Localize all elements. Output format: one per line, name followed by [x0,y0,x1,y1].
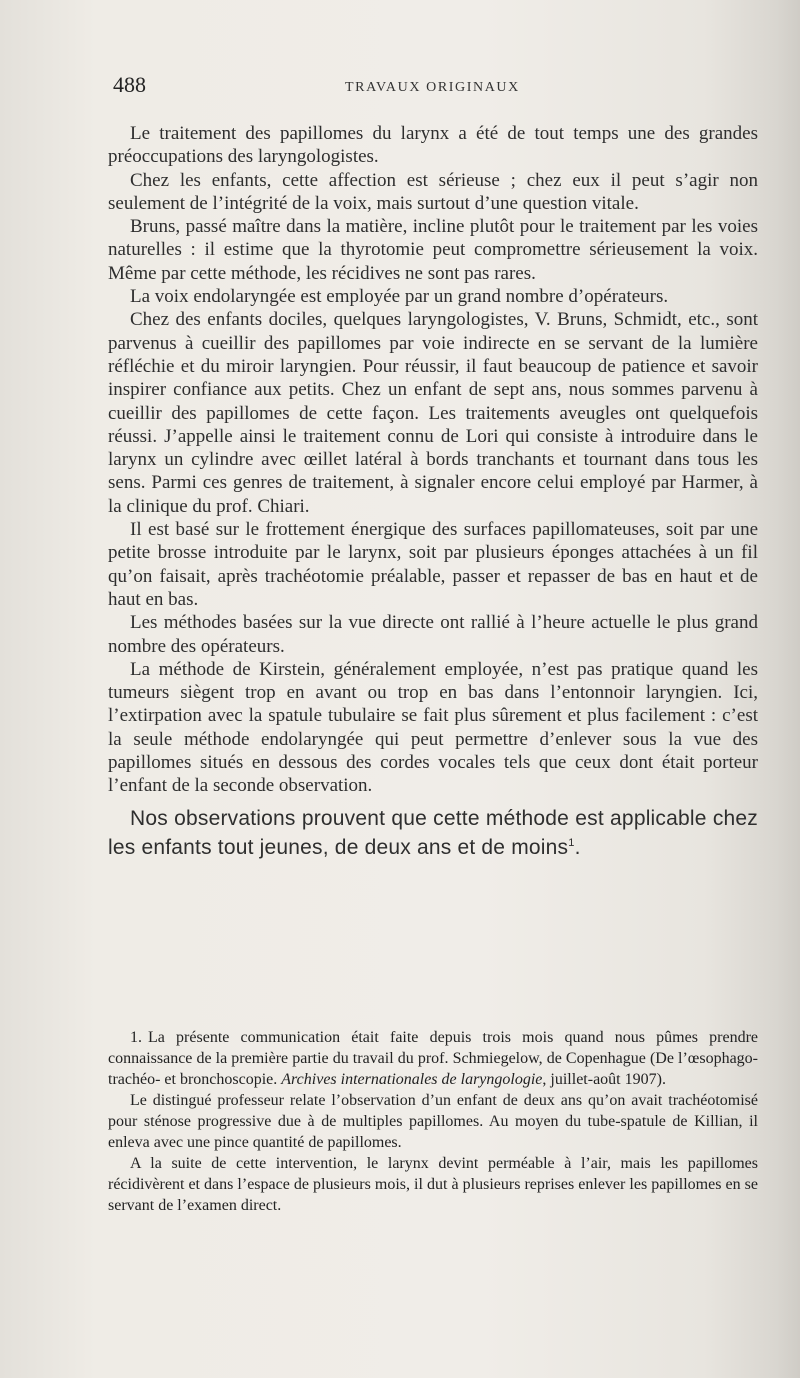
paragraph: Bruns, passé maître dans la matière, incline plutôt pour le traitement par les voies naturelles : il estime que la thyrotomie peut compromettre sérieusement la voix. Même par cette méthode, les récidives ne sont pas rares. [108,216,758,284]
page-header [113,72,763,106]
conclusion-text: Nos observations prouvent que cette méthode est applicable chez les enfants tout jeunes, de deux ans et de moins [108,806,758,859]
paragraph: Il est basé sur le frottement énergique des surfaces papillomateuses, soit par une petite brosse introduite par le larynx, soit par plusieurs éponges attachées à un fil qu’on faisait, après trachéotomie préalable, passer et repasser de bas en haut et de haut en bas. [108,519,758,610]
footnotes [108,1027,758,1216]
journal-title: Archives internationales de laryngologie [281,1071,543,1088]
footnote-1 [108,1027,758,1090]
footnote-date: , juillet-août 1907). [542,1071,666,1088]
conclusion-end: . [574,835,581,859]
footnote-marker: 1 [568,836,575,849]
footnote-paragraph: A la suite de cette intervention, le larynx devint perméable à l’air, mais les papillomes récidivèrent et dans l’espace de plusieurs mois, il dut à plusieurs reprises enlever les papillomes en se servant de l’examen direct. [108,1155,758,1214]
running-title: TRAVAUX ORIGINAUX [345,80,520,95]
paragraph: La méthode de Kirstein, généralement employée, n’est pas pratique quand les tumeurs siègent trop en avant ou trop en bas dans l’entonnoir laryngien. Ici, l’extirpation avec la spatule tubulaire se fait plus sûrement et plus facilement : c’est la seule méthode endolaryngée qui peut permettre d’enlever sous la vue des papillomes situés en dessous des cordes vocales tels que ceux dont était porteur l’enfant de la seconde observation. [108,658,758,797]
footnote-paragraph: Le distingué professeur relate l’observation d’un enfant de deux ans qu’on avait trachéotomisé pour sténose progressive due à de multiples papillomes. Au moyen du tube-spatule de Killian, il enleva avec une pince quantité de papillomes. [108,1092,758,1151]
paragraph: Chez des enfants dociles, quelques laryngologistes, V. Bruns, Schmidt, etc., sont parvenus à cueillir des papillomes par voie indirecte en se servant de la lumière réfléchie et du miroir laryngien. Pour réussir, il faut beaucoup de patience et savoir inspirer confiance aux petits. Chez un enfant de sept ans, nous sommes parvenu à cueillir des papillomes de cette façon. Les traitements aveugles ont quelquefois réussi. J’appelle ainsi le traitement connu de Lori qui consiste à introduire dans le larynx un cylindre avec œillet latéral à bords tranchants et tournant dans tous les sens. Parmi ces genres de traitement, à signaler encore celui employé par Harmer, à la clinique du prof. Chiari. [108,309,758,517]
paragraph: Chez les enfants, cette affection est sérieuse ; chez eux il peut s’agir non seulement de l’intégrité de la voix, mais surtout d’une question vitale. [108,169,758,214]
footnote-text: La présente communication était faite depuis trois mois quand nous pûmes prendre connaissance de la première partie du travail du prof. Schmiegelow, de Copenhague (De l’œsophago-trachéo- et bronchoscopie. [108,1029,758,1088]
paragraph: Le traitement des papillomes du larynx a été de tout temps une des grandes préoccupations des laryngologistes. [108,123,758,168]
paragraph: Les méthodes basées sur la vue directe ont rallié à l’heure actuelle le plus grand nombre des opérateurs. [108,612,758,657]
conclusion-paragraph [108,804,758,862]
main-text [108,122,758,862]
page-number: 488 [113,72,146,97]
footnote-number: 1. [130,1029,142,1046]
paragraph: La voix endolaryngée est employée par un grand nombre d’opérateurs. [130,286,669,308]
